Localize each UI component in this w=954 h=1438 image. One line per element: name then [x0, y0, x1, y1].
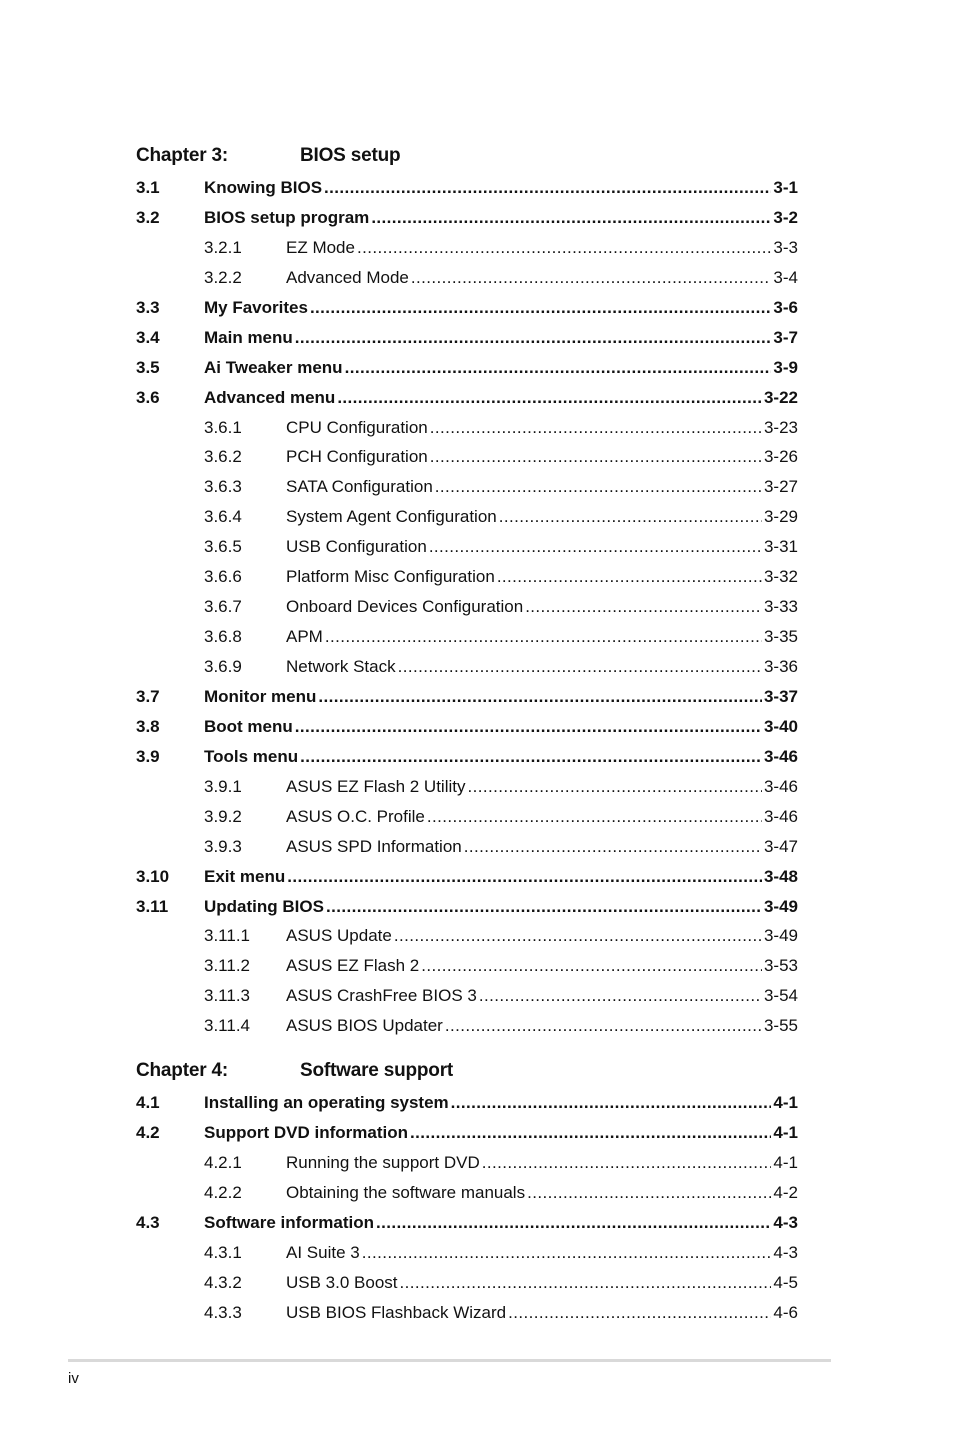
- toc-entry[interactable]: [136, 1123, 798, 1153]
- toc-entry-title: Platform Misc Configuration: [286, 567, 495, 587]
- toc-entry-page: 3-37: [763, 686, 798, 706]
- toc-entry-page: 3-35: [763, 627, 798, 647]
- toc-entry-number: 3.11.2: [204, 956, 251, 976]
- toc-entry-title: CPU Configuration: [286, 417, 428, 437]
- toc-entry-page: 3-27: [763, 477, 798, 497]
- dot-leader: [482, 1153, 772, 1173]
- toc-entry-page: 3-54: [763, 986, 798, 1006]
- toc-entry-page: 3-23: [763, 417, 798, 437]
- toc-entry-title: AI Suite 3: [286, 1242, 360, 1262]
- toc-entry-page: 4-1: [773, 1093, 798, 1112]
- toc-entry-page: 4-5: [773, 1272, 798, 1292]
- toc-entry-line: [286, 1183, 798, 1203]
- toc-entry-number: 3.3: [136, 297, 160, 317]
- toc-entry-number: 4.2.2: [204, 1182, 242, 1202]
- toc-entry-title: PCH Configuration: [286, 447, 428, 467]
- dot-leader: [468, 777, 762, 797]
- dot-leader: [310, 298, 771, 318]
- toc-entry-line: [286, 837, 798, 857]
- toc-entry[interactable]: [136, 926, 798, 956]
- toc-entry-title: Ai Tweaker menu: [204, 357, 343, 377]
- toc-entry-title: Network Stack: [286, 657, 396, 676]
- toc-entry[interactable]: [136, 178, 798, 208]
- dot-leader: [410, 1123, 771, 1143]
- dot-leader: [430, 418, 762, 438]
- toc-entry[interactable]: [136, 447, 798, 477]
- toc-entry[interactable]: [136, 238, 798, 268]
- toc-entry-line: [286, 627, 798, 647]
- toc-entry-page: 4-6: [773, 1302, 798, 1322]
- toc-entry[interactable]: [136, 627, 798, 657]
- toc-entry-page: 3-29: [763, 507, 798, 527]
- toc-entry-page: 3-3: [773, 237, 798, 257]
- toc-entry-line: [286, 447, 798, 467]
- toc-entry-number: 3.2.2: [204, 267, 242, 287]
- toc-entry-number: 3.6.4: [204, 507, 242, 527]
- toc-entry-page: 3-32: [763, 567, 798, 587]
- toc-entry-line: [204, 897, 798, 917]
- toc-entry[interactable]: [136, 777, 798, 807]
- toc-entry-line: [286, 238, 798, 258]
- toc-entry-line: [204, 687, 798, 707]
- toc-entry-line: [204, 1093, 798, 1113]
- toc-entry-line: [204, 1123, 798, 1143]
- toc-entry[interactable]: [136, 418, 798, 448]
- dot-leader: [445, 1016, 762, 1036]
- toc-entry-number: 3.5: [136, 357, 160, 377]
- toc-entry[interactable]: [136, 657, 798, 687]
- toc-entry-title: System Agent Configuration: [286, 507, 497, 527]
- toc-entry[interactable]: [136, 1273, 798, 1303]
- toc-entry-number: 3.6.1: [204, 417, 242, 437]
- toc-entry-number: 3.4: [136, 327, 160, 347]
- dot-leader: [318, 687, 762, 707]
- dot-leader: [357, 238, 771, 258]
- toc-entry-line: [286, 507, 798, 527]
- toc-entry[interactable]: [136, 837, 798, 867]
- dot-leader: [325, 627, 762, 647]
- toc-entry[interactable]: [136, 507, 798, 537]
- toc-entry[interactable]: [136, 1183, 798, 1213]
- footer-page-number: iv: [68, 1370, 79, 1387]
- toc-entry[interactable]: [136, 597, 798, 627]
- footer-divider: [68, 1359, 831, 1362]
- toc-entry-line: [204, 1213, 798, 1233]
- toc-entry-title: Onboard Devices Configuration: [286, 597, 524, 617]
- toc-entry-number: 3.6: [136, 387, 160, 407]
- dot-leader: [430, 447, 762, 467]
- toc-entry-line: [286, 268, 798, 288]
- toc-entry[interactable]: [136, 897, 798, 927]
- toc-entry-title: ASUS EZ Flash 2: [286, 956, 420, 976]
- toc-entry-number: 3.9: [136, 746, 160, 766]
- dot-leader: [371, 208, 771, 228]
- toc-entry-number: 3.9.2: [204, 806, 242, 826]
- chapter-label: Chapter 4:: [136, 1060, 228, 1081]
- toc-entry[interactable]: [136, 867, 798, 897]
- toc-entry-title: USB Configuration: [286, 537, 427, 557]
- toc-entry-page: 4-3: [773, 1242, 798, 1262]
- toc-entry-page: 3-49: [763, 896, 798, 916]
- toc-entry-number: 3.9.3: [204, 836, 242, 856]
- toc-entry[interactable]: [136, 1213, 798, 1243]
- toc-entry-title: USB BIOS Flashback Wizard: [286, 1302, 507, 1322]
- toc-entry-line: [286, 807, 798, 827]
- toc-entry[interactable]: [136, 956, 798, 986]
- toc-entry-title: Tools menu: [204, 746, 299, 766]
- toc-entry-line: [286, 567, 798, 587]
- toc-entry-page: 4-1: [773, 1152, 798, 1172]
- toc-entry-title: Updating BIOS: [204, 896, 324, 916]
- toc-entry[interactable]: [136, 268, 798, 298]
- chapter-title: Software support: [300, 1060, 454, 1081]
- dot-leader: [451, 1093, 772, 1113]
- dot-leader: [398, 657, 762, 677]
- toc-entry-number: 3.6.3: [204, 477, 242, 497]
- toc-entry-line: [286, 1016, 798, 1036]
- toc-entry-line: [204, 747, 798, 767]
- dot-leader: [300, 747, 762, 767]
- toc-entry-line: [286, 477, 798, 497]
- toc-entry-page: 3-46: [763, 806, 798, 826]
- dot-leader: [497, 567, 762, 587]
- dot-leader: [400, 1273, 772, 1293]
- toc-entry-line: [204, 328, 798, 348]
- toc-entry-number: 3.8: [136, 716, 160, 736]
- dot-leader: [295, 717, 762, 737]
- toc-entry-line: [286, 1273, 798, 1293]
- toc-entry-page: 3-22: [763, 387, 798, 407]
- toc-entry-number: 4.3: [136, 1212, 160, 1232]
- dot-leader: [464, 837, 762, 857]
- toc-entry-line: [204, 388, 798, 408]
- toc-entry-title: Support DVD information: [204, 1122, 408, 1142]
- dot-leader: [324, 178, 771, 198]
- toc-entry-title: USB 3.0 Boost: [286, 1272, 398, 1292]
- toc-entry-title: Obtaining the software manuals: [286, 1182, 526, 1202]
- toc-entry[interactable]: [136, 687, 798, 717]
- toc-entry-line: [286, 956, 798, 976]
- toc-entry-title: ASUS Update: [286, 926, 392, 946]
- toc-entry-page: 3-36: [763, 657, 798, 676]
- dot-leader: [429, 537, 762, 557]
- toc-entry-number: 3.11: [136, 896, 169, 916]
- toc-entry-line: [286, 926, 798, 946]
- chapter-label: Chapter 3:: [136, 145, 228, 166]
- toc-entry-line: [286, 986, 798, 1006]
- dot-leader: [527, 1183, 771, 1203]
- toc-entry-number: 3.6.8: [204, 627, 242, 647]
- toc-entry-title: ASUS BIOS Updater: [286, 1016, 443, 1036]
- toc-entry-title: Boot menu: [204, 716, 293, 736]
- toc-entry-page: 3-40: [763, 716, 798, 736]
- toc-entry-page: 3-53: [763, 956, 798, 976]
- toc-entry-page: 3-7: [773, 327, 798, 347]
- dot-leader: [376, 1213, 771, 1233]
- dot-leader: [362, 1243, 772, 1263]
- dot-leader: [508, 1303, 771, 1323]
- toc-entry-number: 3.6.7: [204, 597, 242, 617]
- toc-entry-line: [286, 537, 798, 557]
- toc-entry-number: 3.10: [136, 866, 170, 886]
- toc-entry-title: ASUS SPD Information: [286, 836, 462, 856]
- toc-entry[interactable]: [136, 1093, 798, 1123]
- dot-leader: [295, 328, 772, 348]
- chapter-4-toc-list: [136, 1093, 798, 1333]
- toc-entry[interactable]: [136, 537, 798, 567]
- toc-entry-title: Installing an operating system: [204, 1093, 449, 1112]
- toc-entry[interactable]: [136, 388, 798, 418]
- toc-entry-number: 4.2: [136, 1122, 160, 1142]
- dot-leader: [394, 926, 762, 946]
- toc-entry-page: 3-33: [763, 597, 798, 617]
- toc-entry[interactable]: [136, 1016, 798, 1046]
- toc-entry-number: 3.1: [136, 178, 160, 197]
- toc-entry-title: Monitor menu: [204, 686, 317, 706]
- toc-entry-line: [204, 298, 798, 318]
- dot-leader: [427, 807, 762, 827]
- dot-leader: [525, 597, 762, 617]
- toc-entry-title: Main menu: [204, 327, 293, 347]
- toc-entry-number: 3.2: [136, 207, 160, 227]
- toc-entry-title: ASUS EZ Flash 2 Utility: [286, 776, 466, 796]
- toc-entry-page: 3-2: [773, 207, 798, 227]
- toc-entry-line: [204, 717, 798, 737]
- toc-entry-page: 3-48: [763, 866, 798, 886]
- toc-entry-page: 4-1: [773, 1122, 798, 1142]
- toc-entry[interactable]: [136, 477, 798, 507]
- toc-entry-page: 4-2: [773, 1182, 798, 1202]
- toc-entry-line: [204, 208, 798, 228]
- toc-entry-number: 3.7: [136, 686, 160, 706]
- toc-entry-number: 3.2.1: [204, 237, 242, 257]
- chapter-title: BIOS setup: [300, 145, 401, 166]
- toc-entry-title: APM: [286, 627, 323, 647]
- dot-leader: [411, 268, 772, 288]
- dot-leader: [435, 477, 762, 497]
- dot-leader: [499, 507, 762, 527]
- toc-entry-number: 3.11.3: [204, 986, 251, 1006]
- toc-entry[interactable]: [136, 717, 798, 747]
- toc-entry[interactable]: [136, 1153, 798, 1183]
- toc-entry-page: 3-6: [773, 297, 798, 317]
- toc-entry-number: 4.2.1: [204, 1152, 242, 1172]
- toc-entry-number: 3.9.1: [204, 776, 242, 796]
- toc-entry-page: 3-31: [763, 537, 798, 557]
- toc-entry-line: [286, 657, 798, 677]
- toc-entry-title: ASUS CrashFree BIOS 3: [286, 986, 477, 1006]
- toc-entry-title: EZ Mode: [286, 237, 355, 257]
- toc-entry-number: 3.6.6: [204, 567, 242, 587]
- toc-entry[interactable]: [136, 567, 798, 597]
- toc-entry-page: 3-46: [763, 746, 798, 766]
- toc-entry[interactable]: [136, 747, 798, 777]
- toc-entry-line: [286, 1243, 798, 1263]
- toc-entry-number: 3.11.1: [204, 926, 251, 946]
- toc-entry[interactable]: [136, 807, 798, 837]
- toc-entry-line: [286, 418, 798, 438]
- chapter-4-heading: [136, 1060, 798, 1086]
- toc-entry-number: 4.3.2: [204, 1272, 242, 1292]
- toc-entry-line: [286, 1153, 798, 1173]
- toc-entry-number: 3.11.4: [204, 1016, 251, 1036]
- toc-entry-line: [204, 178, 798, 198]
- toc-entry[interactable]: [136, 298, 798, 328]
- dot-leader: [421, 956, 762, 976]
- toc-entry-line: [204, 358, 798, 378]
- toc-entry-title: ASUS O.C. Profile: [286, 806, 425, 826]
- toc-entry-title: My Favorites: [204, 297, 308, 317]
- toc-entry-line: [286, 1303, 798, 1323]
- toc-entry-number: 3.6.9: [204, 657, 242, 676]
- toc-entry-page: 3-49: [763, 926, 798, 946]
- toc-entry-title: BIOS setup program: [204, 207, 370, 227]
- toc-entry[interactable]: [136, 1303, 798, 1333]
- toc-entry-page: 4-3: [773, 1212, 798, 1232]
- toc-entry[interactable]: [136, 1243, 798, 1273]
- dot-leader: [345, 358, 772, 378]
- toc-entry-title: Knowing BIOS: [204, 178, 323, 197]
- dot-leader: [287, 867, 762, 887]
- dot-leader: [326, 897, 762, 917]
- toc-entry-line: [204, 867, 798, 887]
- toc-entry-page: 3-55: [763, 1016, 798, 1036]
- toc-entry-number: 4.3.3: [204, 1302, 242, 1322]
- toc-entry[interactable]: [136, 208, 798, 238]
- toc-entry-page: 3-1: [773, 178, 798, 197]
- toc-entry[interactable]: [136, 358, 798, 388]
- chapter-3-heading: [136, 145, 798, 171]
- toc-entry-page: 3-9: [773, 357, 798, 377]
- toc-entry-line: [286, 597, 798, 617]
- toc-entry-number: 3.6.5: [204, 537, 242, 557]
- toc-entry[interactable]: [136, 986, 798, 1016]
- toc-entry-title: SATA Configuration: [286, 477, 433, 497]
- toc-entry-title: Running the support DVD: [286, 1152, 480, 1172]
- toc-entry-page: 3-47: [763, 836, 798, 856]
- toc-entry-title: Advanced menu: [204, 387, 336, 407]
- dot-leader: [479, 986, 762, 1006]
- toc-entry-title: Advanced Mode: [286, 267, 409, 287]
- toc-entry[interactable]: [136, 328, 798, 358]
- toc-entry-line: [286, 777, 798, 797]
- toc-entry-page: 3-4: [773, 267, 798, 287]
- toc-entry-title: Software information: [204, 1212, 375, 1232]
- toc-entry-number: 4.1: [136, 1093, 160, 1112]
- chapter-3-toc-list: [136, 178, 798, 1046]
- toc-entry-number: 4.3.1: [204, 1242, 242, 1262]
- toc-entry-title: Exit menu: [204, 866, 286, 886]
- dot-leader: [337, 388, 762, 408]
- toc-entry-page: 3-46: [763, 776, 798, 796]
- toc-entry-number: 3.6.2: [204, 447, 242, 467]
- toc-entry-page: 3-26: [763, 447, 798, 467]
